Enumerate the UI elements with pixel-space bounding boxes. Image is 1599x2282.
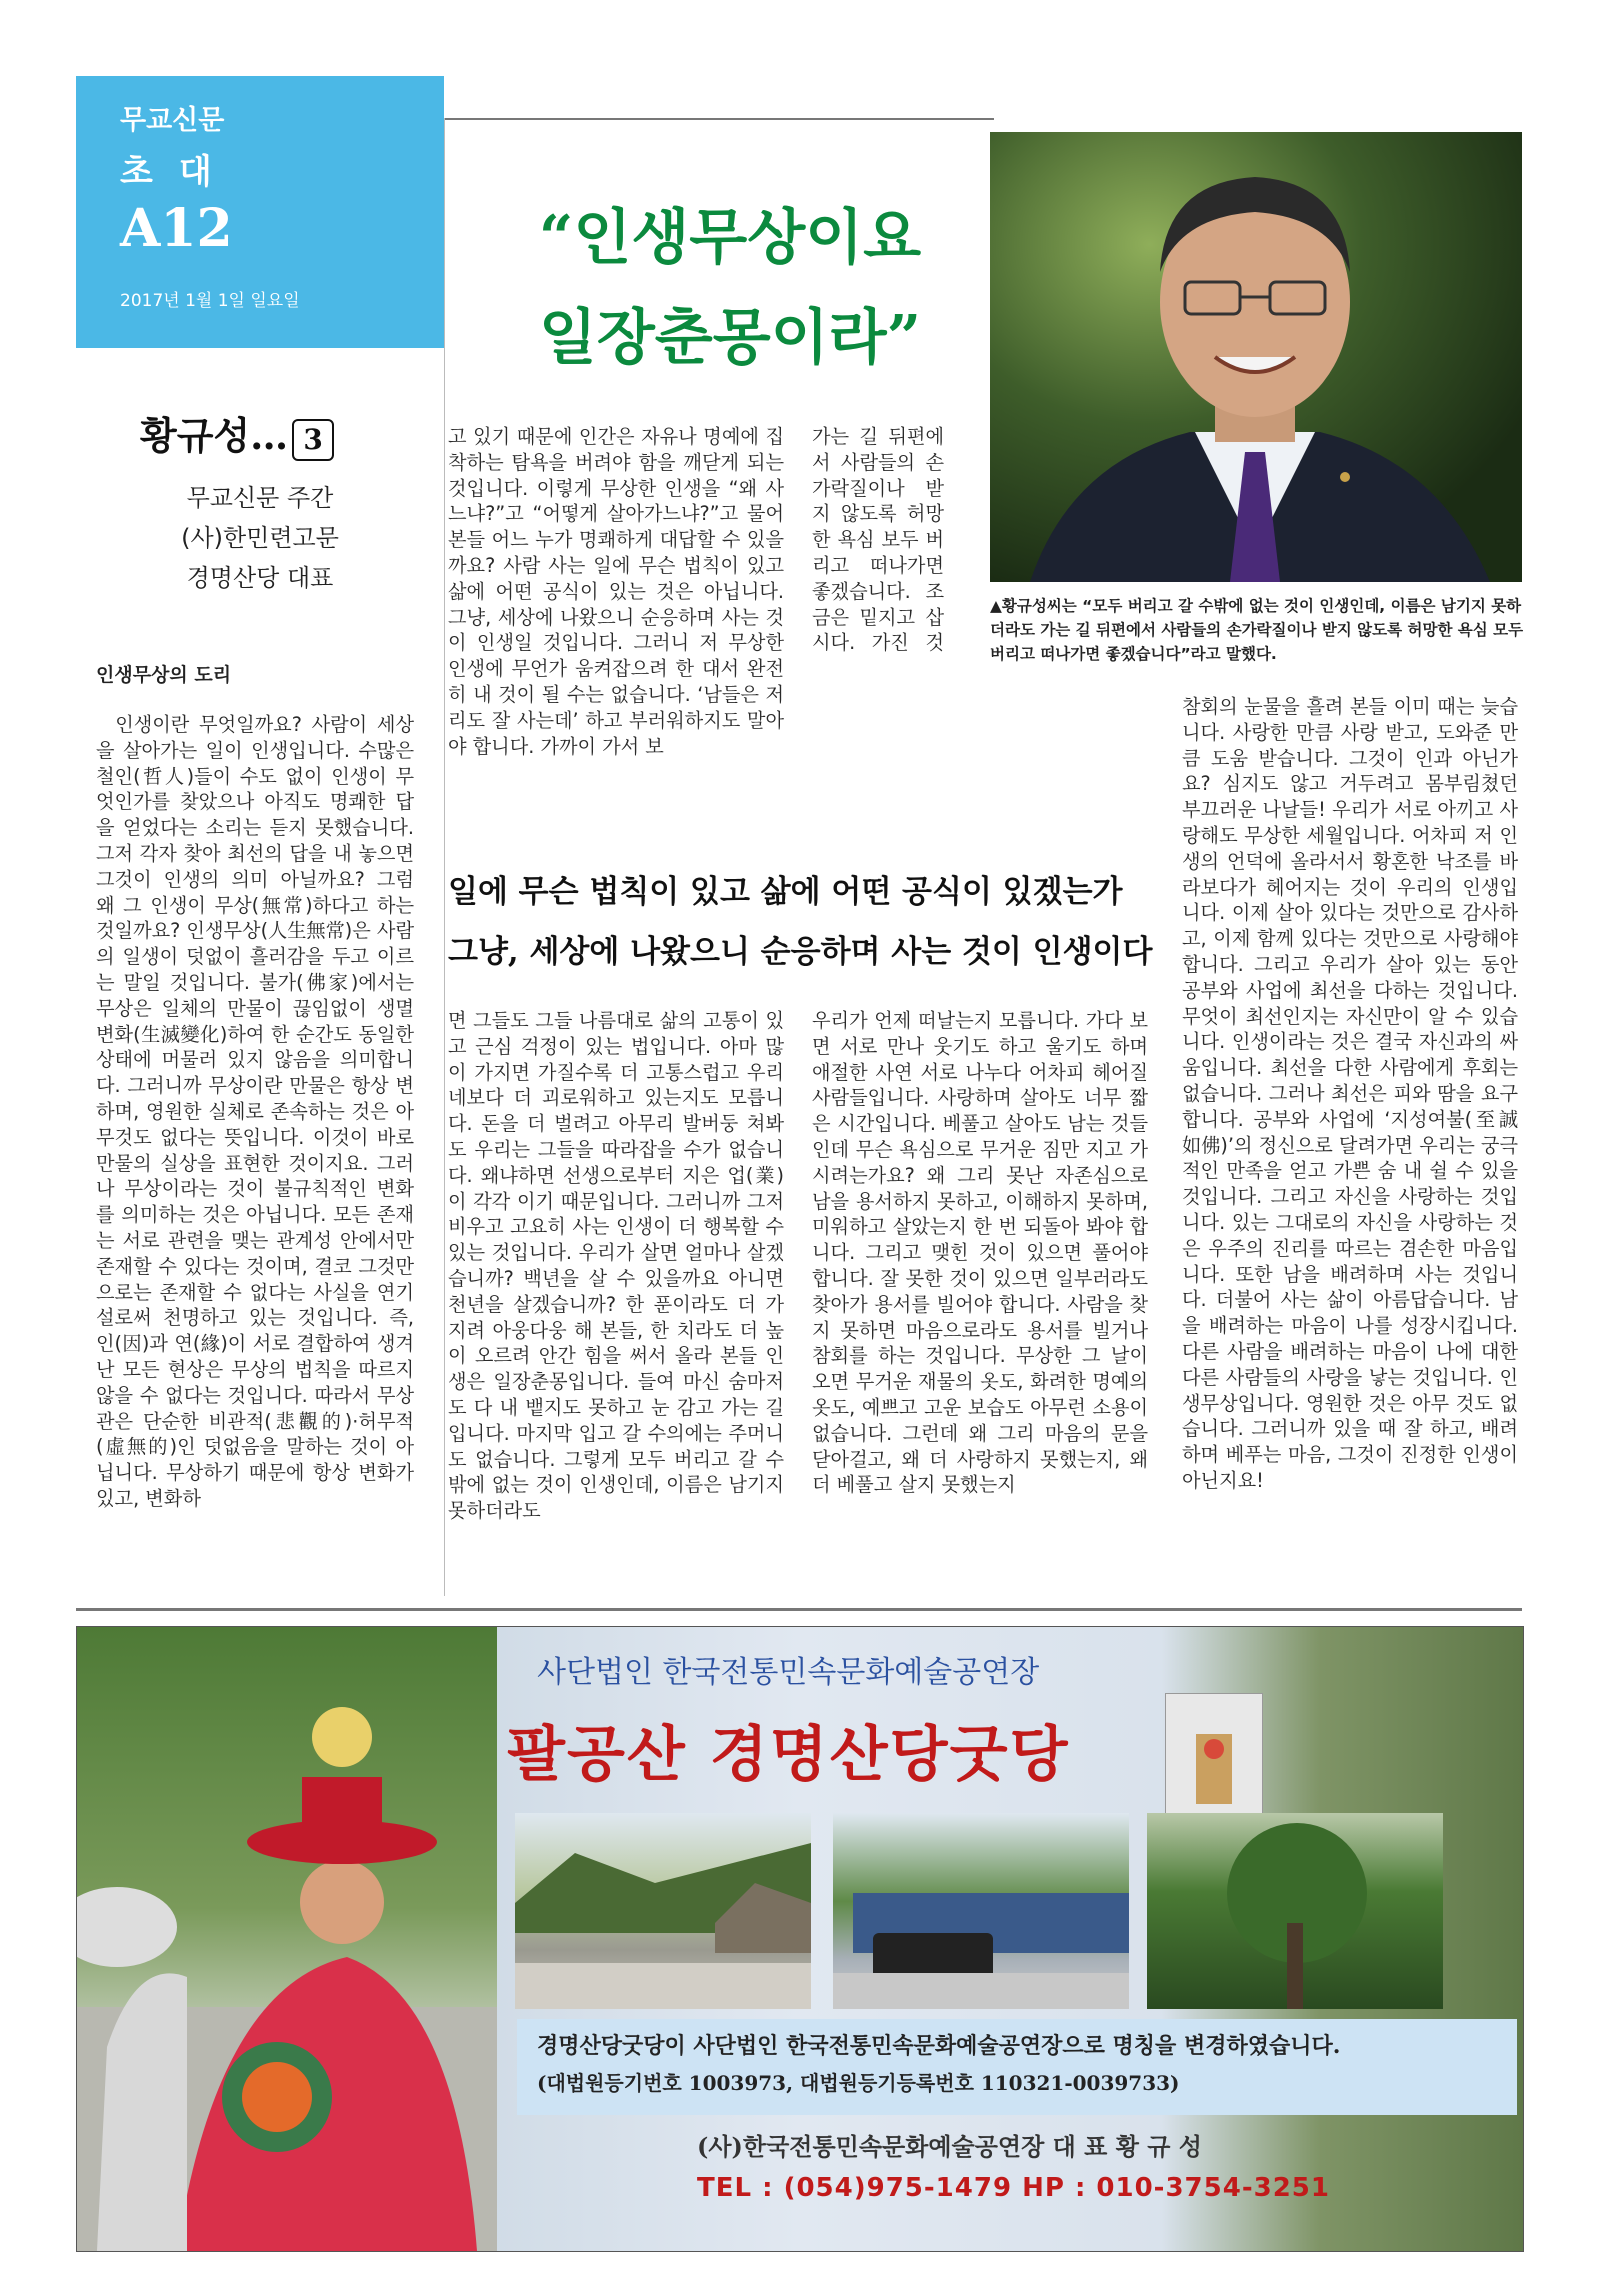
page-number: A12 bbox=[120, 198, 233, 259]
section-header bbox=[76, 76, 444, 348]
body-text-col3-top: 가는 길 뒤편에서 사람들의 손가락질이나 받지 않도록 허망한 욕심 보두 버리고 떠나가면 좋겠습니다. 조금은 밑지고 삽시다. 가진 것 bbox=[812, 425, 944, 655]
shaman-illustration bbox=[77, 1627, 497, 2251]
title-line-1: “인생무상이요 bbox=[538, 203, 922, 273]
pull-quote bbox=[448, 862, 1188, 982]
pull-quote-line-2: 그냥, 세상에 나왔으니 순응하며 사는 것이 인생이다 bbox=[448, 934, 1153, 970]
header-rule bbox=[444, 118, 994, 120]
column-divider bbox=[444, 118, 445, 1596]
shaman-photo bbox=[77, 1627, 497, 2251]
portrait-photo bbox=[990, 132, 1522, 582]
body-column-3-top-narrow bbox=[812, 424, 944, 658]
advertisement bbox=[76, 1626, 1524, 2252]
author-role-2: (사)한민련고문 bbox=[181, 524, 339, 552]
body-column-2-bottom bbox=[448, 1008, 784, 1594]
site-photo-2 bbox=[833, 1813, 1129, 2009]
ad-name: 팔공산 경명산당굿당 bbox=[507, 1720, 1070, 1790]
publication-name: 무교신문 bbox=[120, 105, 225, 136]
body-column-3-bottom bbox=[812, 1008, 1148, 1594]
notice-line-1: 경명산당굿당이 사단법인 한국전통민속문화예술공연장으로 명칭을 변경하였습니다. bbox=[537, 2033, 1341, 2059]
site-illustration-3 bbox=[1147, 1813, 1443, 2009]
body-text-col2-bottom: 면 그들도 그들 나름대로 삶의 고통이 있고 근심 걱정이 있는 법입니다. 아마 많이 가지면 가질수록 더 고통스럽고 우리네보다 더 괴로워하고 있는지도 모릅니다. 돈을 더 벌려고 아무리 발버둥 쳐봐도 우리는 그들을 따라잡을 수가 없습니다. 왜냐하면 선생으로부터 지은 업(業)이 각각 이기 때문입니다. 그러니까 그저 비우고 고요히 사는 인생이 더 행복할 수 있는 것입니다. 우리가 살면 얼마나 살겠습니까? 백년을 살 수 있을까요 아니면 천년을 살겠습니까? 한 푼이라도 더 가지려 아웅다웅 해 본들, 한 치라도 더 높이 오르려 안간 힘을 써서 올라 본들 인생은 일장춘몽입니다. 들여 마신 숨마저도 다 내 뱉지도 못하고 눈 감고 가는 길입니다. 마지막 입고 갈 수의에는 주머니도 없습니다. 그렇게 모두 버리고 갈 수밖에 없는 것이 인생인데, 이름은 남기지 못하더라도 bbox=[448, 1009, 784, 1523]
body-column-1 bbox=[96, 712, 414, 1592]
site-illustration-1 bbox=[515, 1813, 811, 2009]
ad-divider bbox=[76, 1608, 1522, 1611]
body-column-2-top bbox=[448, 424, 784, 850]
shrine-illustration bbox=[1166, 1694, 1262, 1814]
ad-phone: TEL : (054)975-1479 HP : 010-3754-3251 bbox=[697, 2173, 1330, 2203]
body-text-col4: 참회의 눈물을 흘려 본들 이미 때는 늦습니다. 사랑한 만큼 사랑 받고, 도와준 만큼 도움 받습니다. 그것이 인과 아닌가요? 심지도 않고 거두려고 몸부림쳤던 부끄러운 나날들! 우리가 서로 아끼고 사랑해도 무상한 세월입니다. 어차피 저 인생의 언덕에 올라서서 황혼한 낙조를 바라보다가 헤어지는 것이 우리의 인생입니다. 이제 살아 있다는 것만으로 감사하고, 이제 함께 있다는 것만으로 사랑해야합니다. 그리고 우리가 살아 있는 동안 공부와 사업에 최선을 다하는 것입니다. 무엇이 최선인지는 자신만이 알 수 있습니다. 인생이라는 것은 결국 자신과의 싸움입니다. 최선을 다한 사람에게 후회는 없습니다. 그러나 최선은 피와 땀을 요구합니다. 공부와 사업에 ‘지성여불(至誠如佛)’의 정신으로 달려가면 우리는 궁극적인 만족을 얻고 가쁜 숨 내 쉴 수 있을 것입니다. 그리고 자신을 사랑하는 것입니다. 있는 그대로의 자신을 사랑하는 것은 우주의 진리를 따르는 겸손한 마음입니다. 또한 남을 배려하며 사는 것입니다. 더불어 사는 삶이 아름답습니다. 남을 배려하는 마음이 나를 성장시킵니다. 다른 사람을 배려하는 마음이 나에 대한 다른 사람들의 사랑을 낳는 것입니다. 인생무상입니다. 영원한 것은 아무 것도 없습니다. 그러니까 있을 때 잘 하고, 배려하며 베푸는 마음, 그것이 진정한 인생이 아닌지요! bbox=[1182, 695, 1518, 1492]
author-name-text: 황규성… bbox=[140, 413, 289, 458]
notice-line-2: (대법원등기번호 1003973, 대법원등기등록번호 110321-0039733) bbox=[537, 2071, 1180, 2095]
article-subhead: 인생무상의 도리 bbox=[96, 664, 232, 686]
site-illustration-2 bbox=[833, 1813, 1129, 2009]
series-number: 3 bbox=[292, 419, 334, 461]
issue-date: 2017년 1월 1일 일요일 bbox=[120, 291, 300, 311]
author-roles bbox=[76, 478, 444, 598]
body-text-col1: 인생이란 무엇일까요? 사람이 세상을 살아가는 일이 인생입니다. 수많은 철인(哲人)들이 수도 없이 인생이 무엇인가를 찾았으나 아직도 명쾌한 답을 얻었다는 소리는 듣지 못했습니다. 그저 각자 찾아 최선의 답을 내 놓으면 그것이 인생의 의미 아닐까요? 그럼 왜 그 인생이 무상(無常)하다고 하는 것일까요? 인생무상(人生無常)은 사람의 일생이 덧없이 흘러감을 두고 이르는 말일 것입니다. 불가(佛家)에서는 무상은 일체의 만물이 끊임없이 생멸변화(生滅變化)하여 한 순간도 동일한 상태에 머물러 있지 않음을 의미합니다. 그러니까 무상이란 만물은 항상 변하며, 영원한 실체로 존속하는 것은 아무것도 없다는 뜻입니다. 이것이 바로 만물의 실상을 표현한 것이지요. 그러나 무상이라는 것이 불규칙적인 변화를 의미하는 것은 아닙니다. 모든 존재는 서로 관련을 맺는 관계성 안에서만 존재할 수 있다는 것이며, 결코 그것만으로는 존재할 수 없다는 사실을 연기설로써 천명하고 있는 것입니다. 즉, 인(因)과 연(緣)이 서로 결합하여 생겨난 모든 현상은 무상의 법칙을 따르지 않을 수 없다는 것입니다. 따라서 무상관은 단순한 비관적(悲觀的)·허무적(虛無的)인 덧없음을 말하는 것이 아닙니다. 무상하기 때문에 항상 변화가 있고, 변화하 bbox=[96, 713, 414, 1510]
portrait-illustration bbox=[990, 132, 1522, 582]
shrine-photo bbox=[1165, 1693, 1263, 1815]
ad-organization: 사단법인 한국전통민속문화예술공연장 bbox=[537, 1655, 1040, 1690]
site-photo-3 bbox=[1147, 1813, 1443, 2009]
site-photo-1 bbox=[515, 1813, 811, 2009]
author-name bbox=[140, 405, 334, 461]
ad-representative: (사)한국전통민속문화예술공연장 대 표 황 규 성 bbox=[697, 2132, 1202, 2161]
section-name: 초대 bbox=[120, 152, 238, 192]
photo-caption: ▲황규성씨는 “모두 버리고 갈 수밖에 없는 것이 인생인데, 이름은 남기지 못하더라도 가는 길 뒤편에서 사람들의 손가락질이나 받지 않도록 허망한 욕심 모두 버리고 떠나가면 좋겠습니다”라고 말했다. bbox=[990, 597, 1524, 663]
author-role-1: 무교신문 주간 bbox=[186, 484, 334, 512]
body-text-col3-bottom: 우리가 언제 떠날는지 모릅니다. 가다 보면 서로 만나 웃기도 하고 울기도 하며 애절한 사연 서로 나누다 어차피 헤어질 사람들입니다. 사랑하며 살아도 너무 짧은 시간입니다. 베풀고 살아도 남는 것들 인데 무슨 욕심으로 무거운 짐만 지고 가시려는가요? 왜 그리 못난 자존심으로 남을 용서하지 못하고, 이해하지 못하며, 미워하고 살았는지 한 번 되돌아 봐야 합니다. 그리고 맺힌 것이 있으면 풀어야 합니다. 잘 못한 것이 있으면 일부러라도 찾아가 용서를 빌어야 합니다. 사람을 찾지 못하면 마음으로라도 용서를 빌거나 참회를 하는 것입니다. 무상한 그 날이 오면 무거운 재물의 옷도, 화려한 명예의 옷도, 예쁘고 고운 보습도 아무런 소용이 없습니다. 그런데 왜 그리 마음의 문을 닫아걸고, 왜 더 사랑하지 못했는지, 왜 더 베풀고 살지 못했는지 bbox=[812, 1009, 1148, 1497]
pull-quote-line-1: 일에 무슨 법칙이 있고 삶에 어떤 공식이 있겠는가 bbox=[448, 874, 1123, 910]
title-line-2: 일장춘몽이라” bbox=[538, 303, 922, 373]
body-text-col2-top: 고 있기 때문에 인간은 자유나 명예에 집착하는 탐욕을 버려야 함을 깨닫게 되는 것입니다. 이렇게 무상한 인생을 “왜 사느냐?”고 “어떻게 살아가느냐?”고 물어본들 어느 누가 명쾌하게 대답할 수 있을까요? 사람 사는 일에 무슨 법칙이 있고 삶에 어떤 공식이 있는 것은 아닙니다. 그냥, 세상에 나왔으니 순응하며 사는 것이 인생일 것입니다. 그러니 저 무상한 인생에 무언가 움켜잡으려 한 대서 완전히 내 것이 될 수는 없습니다. ‘남들은 저리도 잘 사는데’ 하고 부러워하지도 말아야 합니다. 가까이 가서 보 bbox=[448, 425, 784, 758]
article-title bbox=[480, 188, 980, 388]
author-role-3: 경명산당 대표 bbox=[186, 564, 334, 592]
body-column-4 bbox=[1182, 694, 1518, 1594]
